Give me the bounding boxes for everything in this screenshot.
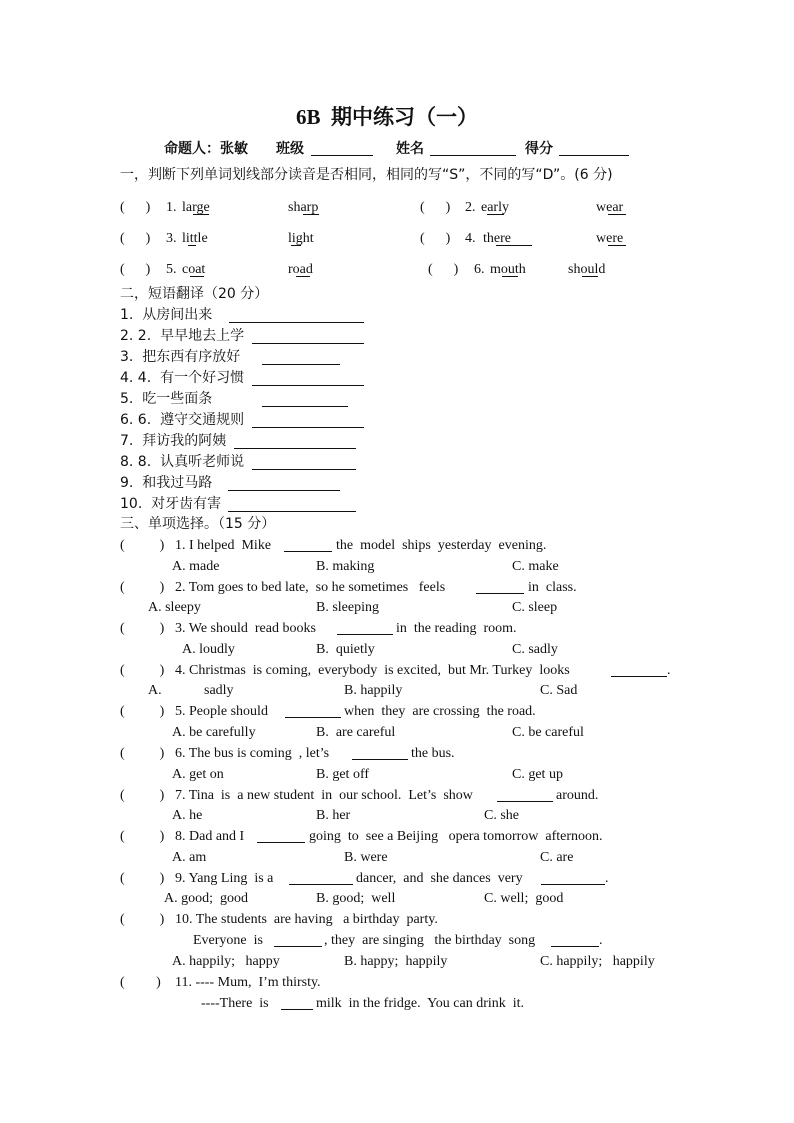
- item-number: 1.: [166, 200, 177, 215]
- option-b[interactable]: B. her: [316, 808, 351, 823]
- name-label: 姓名: [396, 141, 424, 157]
- word: coat: [182, 262, 206, 277]
- option-a[interactable]: A. get on: [172, 767, 224, 782]
- underline-mark: [582, 276, 598, 277]
- answer-paren[interactable]: ( ): [120, 231, 151, 246]
- option-c[interactable]: C. make: [512, 559, 559, 574]
- item-number: 3.: [166, 231, 177, 246]
- question-stem: 8. Dad and I: [175, 829, 245, 844]
- option-c[interactable]: C. are: [540, 850, 574, 865]
- option-b[interactable]: B. quietly: [316, 642, 375, 657]
- phrase-item: 3. 把东西有序放好: [120, 349, 241, 365]
- underline-mark: [496, 245, 532, 246]
- answer-blank[interactable]: [252, 469, 356, 470]
- answer-blank[interactable]: [262, 406, 348, 407]
- answer-paren[interactable]: ( ): [120, 200, 151, 215]
- answer-blank[interactable]: [252, 343, 364, 344]
- answer-paren[interactable]: ( ): [120, 663, 165, 678]
- option-b[interactable]: B. sleeping: [316, 600, 379, 615]
- option-c[interactable]: C. sleep: [512, 600, 558, 615]
- question-stem: 9. Yang Ling is a: [175, 871, 274, 886]
- question-rest: .: [605, 871, 609, 886]
- option-a[interactable]: A. good; good: [164, 891, 248, 906]
- item-number: 5.: [166, 262, 177, 277]
- underline-mark: [193, 214, 209, 215]
- underline-mark: [296, 276, 310, 277]
- question-line2: ----There is: [201, 996, 269, 1011]
- answer-paren[interactable]: ( ): [120, 580, 165, 595]
- question-rest: the bus.: [411, 746, 455, 761]
- class-label: 班级: [276, 141, 304, 157]
- question-stem: 1. I helped Mike: [175, 538, 272, 553]
- answer-blank[interactable]: [252, 427, 364, 428]
- option-c[interactable]: C. Sad: [540, 683, 578, 698]
- answer-paren[interactable]: ( ): [120, 975, 161, 990]
- section3-heading: 三、单项选择。（15 分）: [120, 516, 276, 532]
- question-mid: dancer, and she dances very: [356, 871, 523, 886]
- option-a[interactable]: A. made: [172, 559, 220, 574]
- question-blank[interactable]: [337, 634, 393, 635]
- phrase-item: 1. 从房间出来: [120, 307, 213, 323]
- answer-blank[interactable]: [228, 490, 340, 491]
- answer-paren[interactable]: ( ): [120, 912, 165, 927]
- question-blank[interactable]: [497, 801, 553, 802]
- name-blank[interactable]: [430, 155, 516, 156]
- item-number: 2.: [465, 200, 476, 215]
- word: road: [288, 262, 313, 277]
- option-b[interactable]: B. making: [316, 559, 375, 574]
- answer-blank[interactable]: [262, 364, 340, 365]
- word: wear: [596, 200, 624, 215]
- answer-paren[interactable]: ( ): [420, 231, 451, 246]
- question-stem: 10. The students are having a birthday party.: [175, 912, 438, 927]
- answer-paren[interactable]: ( ): [420, 200, 451, 215]
- answer-paren[interactable]: ( ): [120, 788, 165, 803]
- question-blank[interactable]: [551, 946, 599, 947]
- phrase-item: 2. 2. 早早地去上学: [120, 328, 245, 344]
- answer-paren[interactable]: ( ): [120, 621, 165, 636]
- question-rest: around.: [556, 788, 599, 803]
- option-a[interactable]: A. be carefully: [172, 725, 256, 740]
- question-rest: the model ships yesterday evening.: [336, 538, 547, 553]
- phrase-item: 8. 8. 认真听老师说: [120, 454, 245, 470]
- phrase-item: 4. 4. 有一个好习惯: [120, 370, 245, 386]
- answer-blank[interactable]: [252, 385, 364, 386]
- question-line2: milk in the fridge. You can drink it.: [316, 996, 525, 1011]
- phrase-item: 7. 拜访我的阿姨: [120, 433, 227, 449]
- option-a[interactable]: A. am: [172, 850, 207, 865]
- question-stem: 5. People should: [175, 704, 268, 719]
- question-rest: in the reading room.: [396, 621, 517, 636]
- answer-blank[interactable]: [229, 322, 364, 323]
- question-stem: 4. Christmas is coming, everybody is excited, but Mr. Turkey looks: [175, 663, 570, 678]
- question-line2: , they are singing the birthday song: [324, 933, 536, 948]
- phrase-item: 9. 和我过马路: [120, 475, 213, 491]
- phrase-item: 10. 对牙齿有害: [120, 496, 222, 512]
- option-b[interactable]: B. get off: [316, 767, 370, 782]
- word: should: [568, 262, 606, 277]
- option-a[interactable]: A. loudly: [182, 642, 235, 657]
- word: sharp: [288, 200, 319, 215]
- option-c[interactable]: C. get up: [512, 767, 563, 782]
- question-stem: 7. Tina is a new student in our school. Let’s show: [175, 788, 473, 803]
- option-a[interactable]: A. he: [172, 808, 203, 823]
- question-blank[interactable]: [541, 884, 605, 885]
- option-a[interactable]: A. sleepy: [148, 600, 201, 615]
- section2-heading: 二，短语翻译（20 分）: [120, 286, 269, 302]
- answer-paren[interactable]: ( ): [120, 704, 165, 719]
- question-rest: .: [667, 663, 671, 678]
- question-blank[interactable]: [284, 551, 332, 552]
- option-a[interactable]: A. happily; happy: [172, 954, 280, 969]
- answer-paren[interactable]: ( ): [120, 871, 165, 886]
- underline-mark: [487, 214, 504, 215]
- underline-mark: [608, 245, 626, 246]
- option-b[interactable]: B. were: [344, 850, 388, 865]
- option-b[interactable]: B. happily: [344, 683, 403, 698]
- underline-mark: [303, 214, 319, 215]
- word: were: [596, 231, 624, 246]
- option-a-text[interactable]: sadly: [204, 683, 234, 698]
- question-blank[interactable]: [285, 717, 341, 718]
- question-blank[interactable]: [476, 593, 524, 594]
- answer-paren[interactable]: ( ): [120, 538, 165, 553]
- question-rest: .: [599, 933, 603, 948]
- question-line2: Everyone is: [193, 933, 263, 948]
- question-blank[interactable]: [352, 759, 408, 760]
- underline-mark: [190, 276, 204, 277]
- question-rest: in class.: [528, 580, 577, 595]
- answer-blank[interactable]: [234, 448, 356, 449]
- page-title: 6B 期中练习（一）: [296, 105, 479, 129]
- option-c[interactable]: C. she: [484, 808, 519, 823]
- section1-heading: 一，判断下列单词划线部分读音是否相同，相同的写“S”，不同的写“D”。(6 分): [120, 167, 613, 183]
- answer-paren[interactable]: ( ): [120, 262, 151, 277]
- item-number: 4.: [465, 231, 476, 246]
- option-a[interactable]: A.: [148, 683, 162, 698]
- author-label: 命题人：张敏: [164, 141, 248, 157]
- score-label: 得分: [525, 141, 553, 157]
- option-c[interactable]: C. sadly: [512, 642, 558, 657]
- underline-mark: [608, 214, 626, 215]
- answer-paren[interactable]: ( ): [120, 829, 165, 844]
- word: early: [481, 200, 509, 215]
- item-number: 6.: [474, 262, 485, 277]
- phrase-item: 5. 吃一些面条: [120, 391, 213, 407]
- word: little: [182, 231, 208, 246]
- question-rest: going to see a Beijing opera tomorrow afternoon.: [309, 829, 603, 844]
- answer-paren[interactable]: ( ): [428, 262, 459, 277]
- option-b[interactable]: B. good; well: [316, 891, 396, 906]
- question-blank[interactable]: [611, 676, 667, 677]
- answer-paren[interactable]: ( ): [120, 746, 165, 761]
- question-blank[interactable]: [281, 1009, 313, 1010]
- underline-mark: [502, 276, 518, 277]
- option-c[interactable]: C. well; good: [484, 891, 564, 906]
- option-c[interactable]: C. be careful: [512, 725, 584, 740]
- question-stem: 3. We should read books: [175, 621, 316, 636]
- word: there: [483, 231, 511, 246]
- score-blank[interactable]: [559, 155, 629, 156]
- word: light: [288, 231, 314, 246]
- word: mouth: [490, 262, 526, 277]
- option-c[interactable]: C. happily; happily: [540, 954, 655, 969]
- underline-mark: [291, 245, 301, 246]
- question-blank[interactable]: [274, 946, 322, 947]
- question-blank[interactable]: [257, 842, 305, 843]
- answer-blank[interactable]: [228, 511, 356, 512]
- class-blank[interactable]: [311, 155, 373, 156]
- word: large: [182, 200, 210, 215]
- underline-mark: [188, 245, 196, 246]
- option-b[interactable]: B. happy; happily: [344, 954, 448, 969]
- option-b[interactable]: B. are careful: [316, 725, 396, 740]
- question-rest: when they are crossing the road.: [344, 704, 536, 719]
- question-stem: 11. ---- Mum, I’m thirsty.: [175, 975, 321, 990]
- question-stem: 6. The bus is coming , let’s: [175, 746, 330, 761]
- question-blank[interactable]: [289, 884, 353, 885]
- phrase-item: 6. 6. 遵守交通规则: [120, 412, 245, 428]
- question-stem: 2. Tom goes to bed late, so he sometimes feels: [175, 580, 446, 595]
